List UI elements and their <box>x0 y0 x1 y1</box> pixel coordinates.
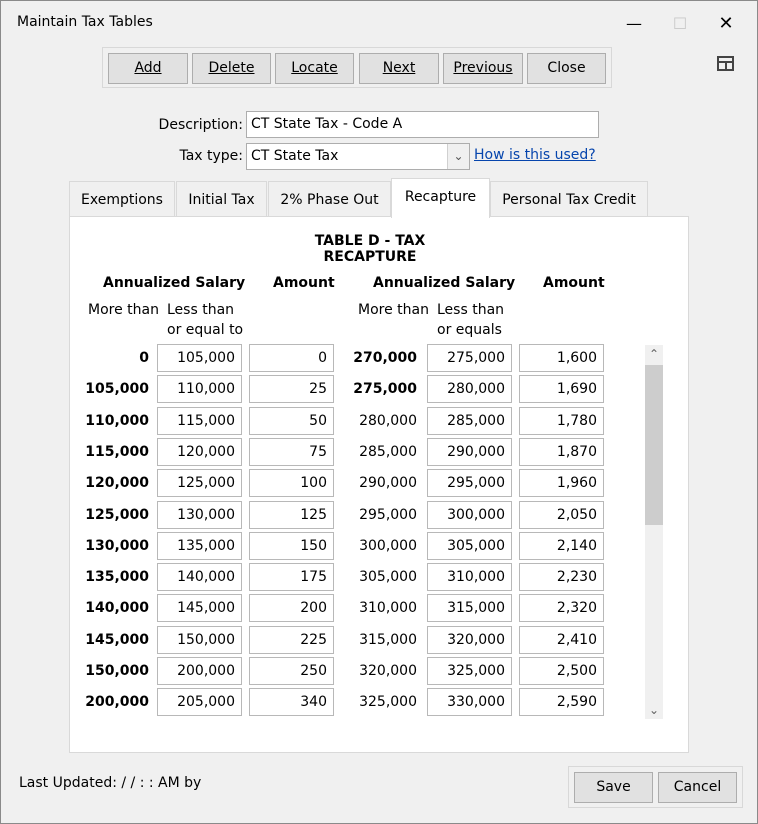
tab-personal-tax-credit[interactable]: Personal Tax Credit <box>490 181 648 217</box>
left-amount-input[interactable]: 200 <box>249 594 334 622</box>
left-amount-input[interactable]: 25 <box>249 375 334 403</box>
left-amount-input[interactable]: 0 <box>249 344 334 372</box>
left-more-than-value: 125,000 <box>85 507 149 523</box>
right-less-than-input[interactable]: 280,000 <box>427 375 512 403</box>
right-more-than-value: 280,000 <box>359 413 417 429</box>
left-amount-input[interactable]: 125 <box>249 501 334 529</box>
tab-exemptions[interactable]: Exemptions <box>69 181 175 217</box>
left-less-than-input[interactable]: 140,000 <box>157 563 242 591</box>
scroll-thumb[interactable] <box>645 365 663 525</box>
left-salary-header: Annualized Salary <box>103 275 246 291</box>
left-amount-input[interactable]: 50 <box>249 407 334 435</box>
right-more-than-value: 285,000 <box>359 444 417 460</box>
tab-2-phase-out[interactable]: 2% Phase Out <box>268 181 391 217</box>
left-amount-input[interactable]: 175 <box>249 563 334 591</box>
right-more-than-value: 300,000 <box>359 538 417 554</box>
table-title: TABLE D - TAX RECAPTURE <box>314 233 426 265</box>
right-less-than-input[interactable]: 315,000 <box>427 594 512 622</box>
left-amount-input[interactable]: 150 <box>249 532 334 560</box>
left-less-than-label: Less than <box>167 302 235 318</box>
right-less-than-input[interactable]: 310,000 <box>427 563 512 591</box>
minimize-icon[interactable]: — <box>626 14 642 33</box>
delete-button[interactable]: Delete <box>192 53 271 84</box>
left-less-than-input[interactable]: 110,000 <box>157 375 242 403</box>
left-less-than-input[interactable]: 200,000 <box>157 657 242 685</box>
description-field[interactable]: CT State Tax - Code A <box>246 111 599 138</box>
footer-button-group <box>568 766 743 808</box>
add-button[interactable]: Add <box>108 53 188 84</box>
right-more-than-value: 320,000 <box>359 663 417 679</box>
right-amount-input[interactable]: 1,960 <box>519 469 604 497</box>
left-amount-input[interactable]: 340 <box>249 688 334 716</box>
right-amount-input[interactable]: 2,500 <box>519 657 604 685</box>
right-less-than-input[interactable]: 320,000 <box>427 626 512 654</box>
left-more-than-value: 135,000 <box>85 569 149 585</box>
scroll-up-icon[interactable]: ⌃ <box>648 347 660 361</box>
previous-button[interactable]: Previous <box>443 53 523 84</box>
right-amount-header: Amount <box>543 275 605 291</box>
right-more-than-value: 270,000 <box>353 350 417 366</box>
right-more-than-value: 325,000 <box>359 694 417 710</box>
layout-icon[interactable] <box>717 56 734 71</box>
left-amount-header: Amount <box>273 275 335 291</box>
right-amount-input[interactable]: 2,140 <box>519 532 604 560</box>
left-less-than-input[interactable]: 205,000 <box>157 688 242 716</box>
tab-recapture[interactable]: Recapture <box>391 178 490 218</box>
scroll-down-icon[interactable]: ⌄ <box>648 703 660 717</box>
left-more-than-value: 0 <box>139 350 149 366</box>
left-less-than-input[interactable]: 150,000 <box>157 626 242 654</box>
right-less-than-input[interactable]: 330,000 <box>427 688 512 716</box>
left-less-than-input[interactable]: 115,000 <box>157 407 242 435</box>
right-more-than-value: 310,000 <box>359 600 417 616</box>
left-less-than-label-2: or equal to <box>167 322 244 338</box>
right-amount-input[interactable]: 2,230 <box>519 563 604 591</box>
left-more-than-value: 115,000 <box>85 444 149 460</box>
description-label: Description: <box>158 117 243 133</box>
close-window-icon[interactable]: ✕ <box>718 13 734 34</box>
right-less-than-input[interactable]: 325,000 <box>427 657 512 685</box>
right-amount-input[interactable]: 1,870 <box>519 438 604 466</box>
last-updated-text: Last Updated: / / : : AM by <box>19 775 202 791</box>
tax-type-label: Tax type: <box>179 148 243 164</box>
left-more-than-value: 110,000 <box>85 413 149 429</box>
left-less-than-input[interactable]: 105,000 <box>157 344 242 372</box>
right-less-than-label: Less than <box>437 302 505 318</box>
window-title: Maintain Tax Tables <box>17 14 153 30</box>
right-amount-input[interactable]: 2,590 <box>519 688 604 716</box>
left-more-than-value: 200,000 <box>85 694 149 710</box>
right-more-than-value: 295,000 <box>359 507 417 523</box>
left-amount-input[interactable]: 250 <box>249 657 334 685</box>
right-less-than-input[interactable]: 305,000 <box>427 532 512 560</box>
right-less-than-input[interactable]: 300,000 <box>427 501 512 529</box>
tax-type-select[interactable] <box>246 143 470 170</box>
right-more-than-label: More than <box>358 302 429 318</box>
title-bar <box>1 1 757 47</box>
right-amount-input[interactable]: 2,050 <box>519 501 604 529</box>
right-amount-input[interactable]: 2,410 <box>519 626 604 654</box>
vertical-scrollbar[interactable] <box>645 345 663 719</box>
tab-initial-tax[interactable]: Initial Tax <box>176 181 267 217</box>
left-more-than-value: 150,000 <box>85 663 149 679</box>
how-is-this-used-link[interactable]: How is this used? <box>474 147 596 163</box>
right-less-than-label-2: or equals <box>437 322 502 338</box>
left-less-than-input[interactable]: 135,000 <box>157 532 242 560</box>
left-less-than-input[interactable]: 145,000 <box>157 594 242 622</box>
left-less-than-input[interactable]: 120,000 <box>157 438 242 466</box>
right-amount-input[interactable]: 1,600 <box>519 344 604 372</box>
right-less-than-input[interactable]: 275,000 <box>427 344 512 372</box>
left-more-than-value: 145,000 <box>85 632 149 648</box>
chevron-down-icon[interactable]: ⌄ <box>447 144 469 169</box>
left-less-than-input[interactable]: 130,000 <box>157 501 242 529</box>
left-amount-input[interactable]: 75 <box>249 438 334 466</box>
right-less-than-input[interactable]: 290,000 <box>427 438 512 466</box>
maximize-icon: ☐ <box>672 14 688 33</box>
left-more-than-value: 140,000 <box>85 600 149 616</box>
left-less-than-input[interactable]: 125,000 <box>157 469 242 497</box>
left-more-than-value: 105,000 <box>85 381 149 397</box>
right-more-than-value: 275,000 <box>353 381 417 397</box>
left-more-than-value: 120,000 <box>85 475 149 491</box>
locate-button[interactable]: Locate <box>275 53 354 84</box>
right-more-than-value: 305,000 <box>359 569 417 585</box>
right-more-than-value: 315,000 <box>359 632 417 648</box>
left-amount-input[interactable]: 100 <box>249 469 334 497</box>
toolbar <box>102 47 612 88</box>
right-salary-header: Annualized Salary <box>373 275 516 291</box>
cancel-button[interactable]: Cancel <box>658 772 737 803</box>
right-less-than-input[interactable]: 295,000 <box>427 469 512 497</box>
left-more-than-label: More than <box>88 302 159 318</box>
save-button[interactable]: Save <box>574 772 653 803</box>
right-amount-input[interactable]: 1,780 <box>519 407 604 435</box>
next-button[interactable]: Next <box>359 53 439 84</box>
left-more-than-value: 130,000 <box>85 538 149 554</box>
right-less-than-input[interactable]: 285,000 <box>427 407 512 435</box>
right-amount-input[interactable]: 1,690 <box>519 375 604 403</box>
close-button[interactable]: Close <box>527 53 606 84</box>
right-more-than-value: 290,000 <box>359 475 417 491</box>
left-amount-input[interactable]: 225 <box>249 626 334 654</box>
right-amount-input[interactable]: 2,320 <box>519 594 604 622</box>
tax-type-value: CT State Tax <box>251 148 339 164</box>
